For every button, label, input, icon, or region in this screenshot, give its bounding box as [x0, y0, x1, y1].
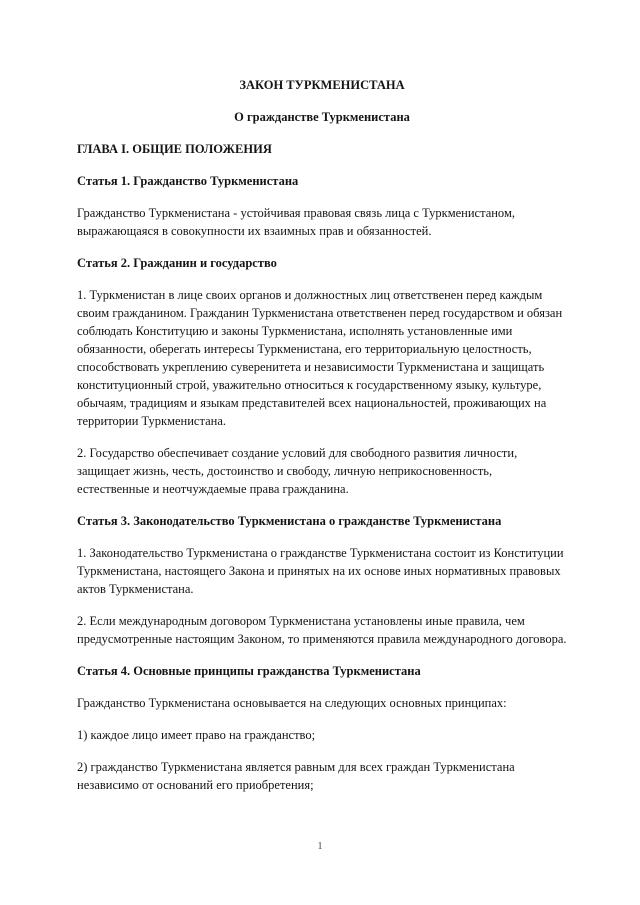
- document-title: ЗАКОН ТУРКМЕНИСТАНА: [239, 78, 405, 92]
- article-1-paragraph-1: Гражданство Туркменистана - устойчивая правовая связь лица с Туркменистаном, выражающаяся в совокупности их взаимных прав и обязанностей.: [77, 206, 515, 238]
- article-4-heading: Статья 4. Основные принципы гражданства Туркменистана: [77, 664, 421, 678]
- article-4-principle-1: 1) каждое лицо имеет право на гражданство;: [77, 728, 316, 742]
- document-subtitle: О гражданстве Туркменистана: [234, 110, 410, 124]
- article-3-paragraph-1: 1. Законодательство Туркменистана о гражданстве Туркменистана состоит из Конституции Туркменистана, настоящего Закона и принятых на их основе иных нормативных правовых актов Туркменистана.: [77, 546, 564, 596]
- article-1-heading: Статья 1. Гражданство Туркменистана: [77, 174, 299, 188]
- article-3-paragraph-2: 2. Если международным договором Туркменистана установлены иные правила, чем предусмотренные настоящим Законом, то применяются правила международного договора.: [77, 614, 567, 646]
- article-2-heading: Статья 2. Гражданин и государство: [77, 256, 277, 270]
- article-1: [77, 172, 567, 240]
- article-4-intro-paragraph: Гражданство Туркменистана основывается на следующих основных принципах:: [77, 696, 507, 710]
- article-2-paragraph-1: 1. Туркменистан в лице своих органов и должностных лиц ответственен перед каждым своим гражданином. Гражданин Туркменистана ответственен перед государством и обязан соблюдать Конституцию и законы Туркменистана, исполнять установленные ими обязанности, оберегать интересы Туркменистана, его территориальную целостность, способствовать укреплению суверенитета и независимости Туркменистана и защищать конституционный строй, уважительно относиться к государственному языку, культуре, обычаям, традициям и языкам представителей всех национальностей, проживающих на территории Туркменистана.: [77, 288, 563, 428]
- article-2-paragraph-2: 2. Государство обеспечивает создание условий для свободного развития личности, защищает жизнь, честь, достоинство и свободу, личную неприкосновенность, естественные и неотчуждаемые права гражданина.: [77, 446, 518, 496]
- article-3: [77, 512, 567, 648]
- article-3-heading: Статья 3. Законодательство Туркменистана о гражданстве Туркменистана: [77, 514, 502, 528]
- article-2: [77, 254, 567, 498]
- page-number: 1: [317, 841, 323, 852]
- article-4: [77, 662, 567, 794]
- article-4-principle-2: 2) гражданство Туркменистана является равным для всех граждан Туркменистана независимо от оснований его приобретения;: [77, 760, 515, 792]
- chapter-heading: ГЛАВА I. ОБЩИЕ ПОЛОЖЕНИЯ: [77, 142, 272, 156]
